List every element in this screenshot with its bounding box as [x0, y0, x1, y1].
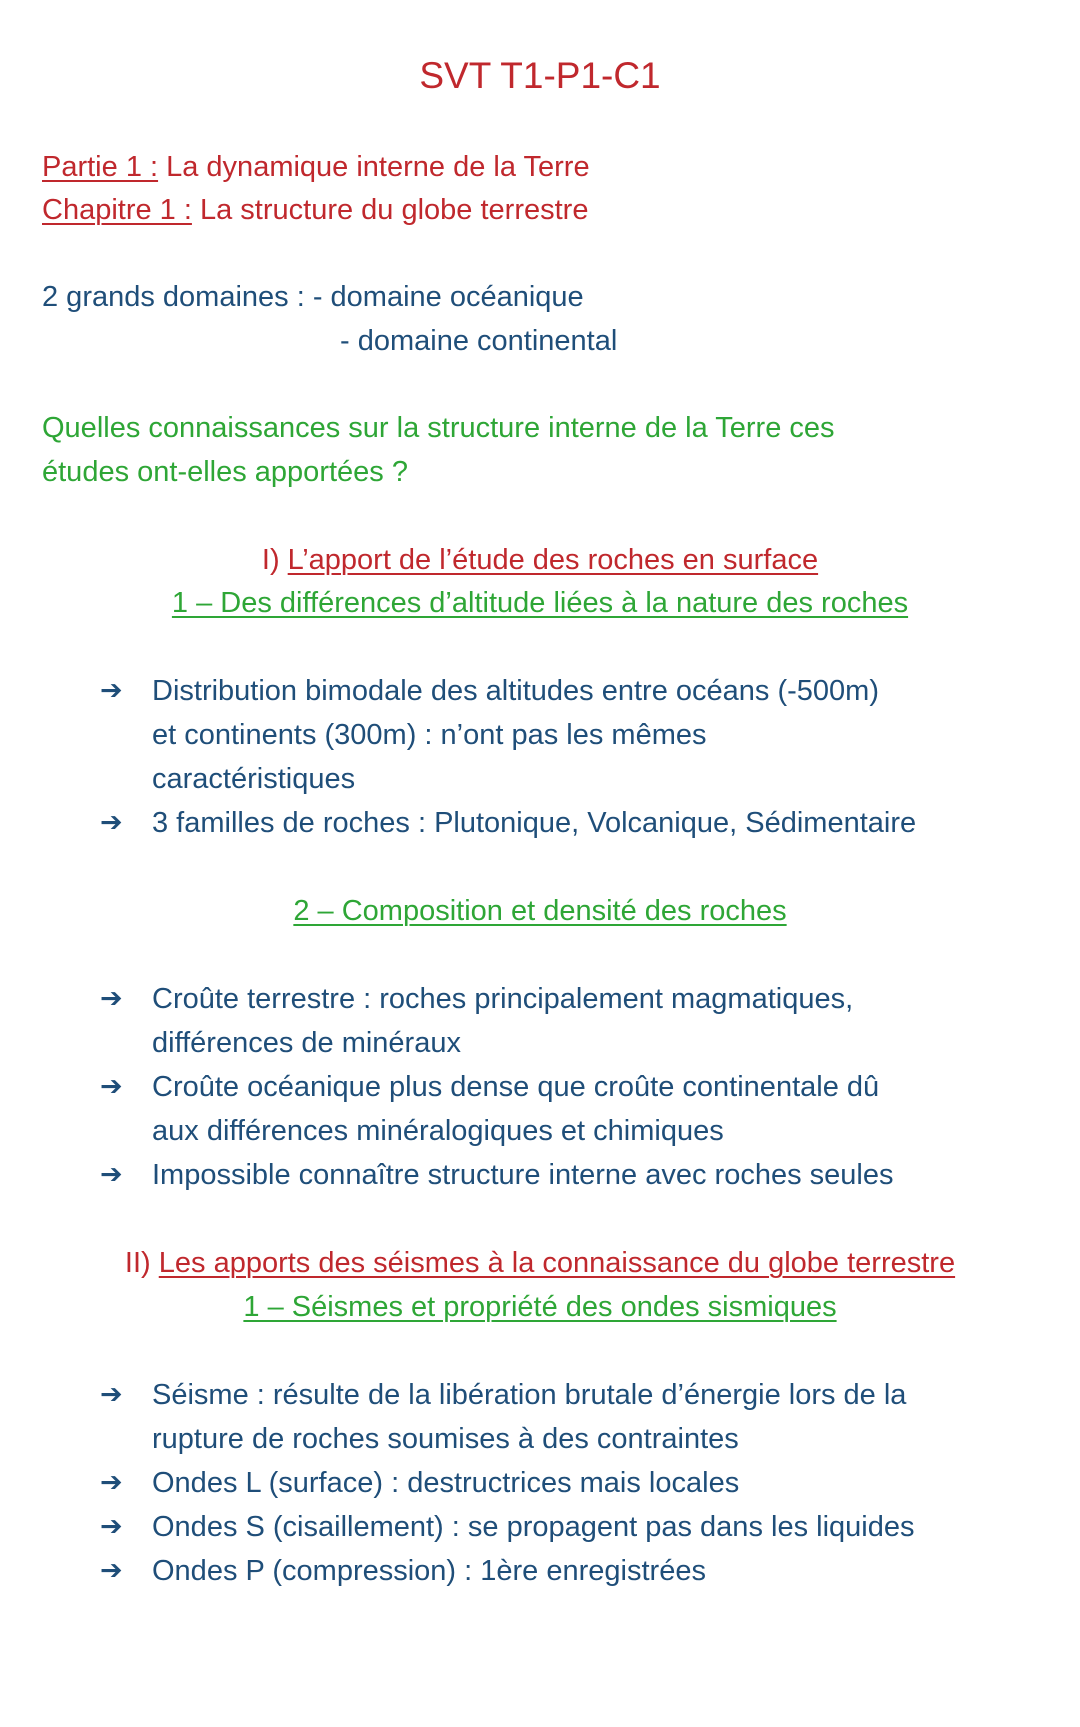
- question-line-1: Quelles connaissances sur la structure interne de la Terre ces: [42, 412, 835, 444]
- bullet-1-2-line-1: 3 familles de roches : Plutonique, Volcanique, Sédimentaire: [152, 807, 917, 839]
- section-1-title: L’apport de l’étude des roches en surface: [287, 544, 819, 576]
- bullet-3-3-line-1: Ondes S (cisaillement) : se propagent pas dans les liquides: [152, 1511, 915, 1543]
- arrow-icon: ➔: [100, 1379, 123, 1410]
- section-1-sub-1-text: 1 – Des différences d’altitude liées à la nature des roches: [171, 587, 909, 619]
- arrow-icon: ➔: [100, 675, 123, 706]
- section-2-prefix: II): [124, 1247, 159, 1279]
- bullet-1-1-line-3: caractéristiques: [152, 763, 356, 795]
- bullet-3-1-line-2: rupture de roches soumises à des contraintes: [152, 1423, 739, 1455]
- arrow-icon: ➔: [100, 807, 123, 838]
- bullet-2-3-line-1: Impossible connaître structure interne avec roches seules: [152, 1159, 894, 1191]
- domaines-line-2: - domaine continental: [340, 325, 618, 357]
- chapitre-label: Chapitre 1 :: [42, 194, 192, 226]
- arrow-icon: ➔: [100, 983, 123, 1014]
- bullet-3-2-line-1: Ondes L (surface) : destructrices mais locales: [152, 1467, 740, 1499]
- bullet-3-1-line-1: Séisme : résulte de la libération brutale d’énergie lors de la: [152, 1379, 907, 1411]
- arrow-icon: ➔: [100, 1511, 123, 1542]
- chapitre-text: La structure du globe terrestre: [191, 194, 589, 226]
- arrow-icon: ➔: [100, 1555, 123, 1586]
- partie-heading: [42, 147, 590, 187]
- section-1-heading: [0, 540, 1080, 580]
- bullet-2-2-line-1: Croûte océanique plus dense que croûte continentale dû: [152, 1071, 880, 1103]
- section-2-sub-1: [0, 1287, 1080, 1327]
- section-2-sub-1-text: 1 – Séismes et propriété des ondes sismiques: [243, 1291, 837, 1323]
- section-1-sub-1: [0, 583, 1080, 623]
- question-line-2: études ont-elles apportées ?: [42, 456, 408, 488]
- bullet-1-1-line-2: et continents (300m) : n’ont pas les mêmes: [152, 719, 707, 751]
- section-1-sub-2-text: 2 – Composition et densité des roches: [293, 895, 787, 927]
- domaines-line-1: 2 grands domaines : - domaine océanique: [42, 281, 584, 313]
- chapitre-heading: [42, 190, 588, 230]
- partie-label: Partie 1 :: [42, 151, 159, 183]
- bullet-1-1-line-1: Distribution bimodale des altitudes entre océans (-500m): [152, 675, 879, 707]
- section-1-sub-2: [0, 891, 1080, 931]
- bullet-2-1-line-1: Croûte terrestre : roches principalement magmatiques,: [152, 983, 854, 1015]
- section-1-prefix: I): [261, 544, 288, 576]
- arrow-icon: ➔: [100, 1159, 123, 1190]
- bullet-3-4-line-1: Ondes P (compression) : 1ère enregistrées: [152, 1555, 706, 1587]
- bullet-2-1-line-2: différences de minéraux: [152, 1027, 461, 1059]
- page-title: SVT T1-P1-C1: [419, 55, 661, 96]
- arrow-icon: ➔: [100, 1467, 123, 1498]
- section-2-title: Les apports des séismes à la connaissance du globe terrestre: [158, 1247, 956, 1279]
- arrow-icon: ➔: [100, 1071, 123, 1102]
- partie-text: La dynamique interne de la Terre: [158, 151, 590, 183]
- section-2-heading: [0, 1243, 1080, 1283]
- bullet-2-2-line-2: aux différences minéralogiques et chimiques: [152, 1115, 724, 1147]
